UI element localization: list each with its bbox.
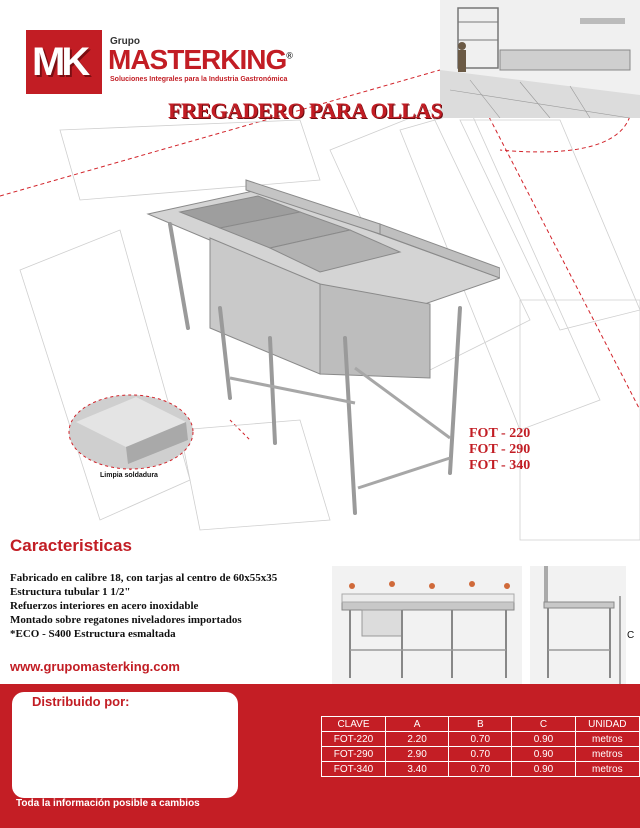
model-code: FOT - 220: [469, 426, 531, 441]
kitchen-room-photo: [440, 0, 640, 118]
column-header: B: [449, 717, 512, 732]
logo-mark: MK: [26, 30, 102, 94]
feature-item: *ECO - S400 Estructura esmaltada: [10, 628, 176, 640]
disclaimer-text: Toda la información posible a cambios: [16, 798, 200, 809]
table-cell: metros: [575, 732, 639, 747]
logo-tagline: Soluciones Integrales para la Industria Gastronómica: [110, 76, 288, 83]
side-view-drawing: [530, 566, 626, 690]
features-heading: Caracteristicas: [10, 536, 132, 555]
product-title: FREGADERO PARA OLLAS: [168, 98, 443, 123]
table-cell: 0.90: [512, 762, 575, 777]
feature-item: Montado sobre regatones niveladores importados: [10, 614, 242, 626]
column-header: UNIDAD: [575, 717, 639, 732]
feature-item: Fabricado en calibre 18, con tarjas al centro de 60x55x35: [10, 572, 278, 584]
pot-sink-photo: [140, 168, 500, 528]
table-cell: FOT-340: [322, 762, 386, 777]
table-cell: 0.70: [449, 732, 512, 747]
spec-table: [321, 716, 640, 777]
table-cell: metros: [575, 747, 639, 762]
dimension-label-c: C: [627, 630, 635, 641]
model-code: FOT - 340: [469, 458, 531, 473]
column-header: CLAVE: [322, 717, 386, 732]
table-row: [322, 732, 640, 747]
logo-group: Grupo: [110, 36, 140, 47]
table-row: [322, 762, 640, 777]
table-cell: 2.20: [385, 732, 448, 747]
company-logo: [26, 30, 292, 94]
front-view-drawing: [332, 566, 522, 690]
feature-item: Refuerzos interiores en acero inoxidable: [10, 600, 199, 612]
weld-detail-photo: [66, 392, 196, 472]
logo-brand: MASTERKING®: [108, 44, 292, 75]
column-header: A: [385, 717, 448, 732]
model-list: [469, 426, 530, 474]
model-code: FOT - 290: [469, 442, 531, 457]
feature-item: Estructura tubular 1 1/2": [10, 586, 131, 598]
table-cell: FOT-220: [322, 732, 386, 747]
table-cell: FOT-290: [322, 747, 386, 762]
table-cell: 0.70: [449, 747, 512, 762]
table-cell: 0.90: [512, 747, 575, 762]
website-link[interactable]: www.grupomasterking.com: [10, 659, 180, 674]
table-row: [322, 747, 640, 762]
table-cell: 2.90: [385, 747, 448, 762]
distributor-label: Distribuido por:: [32, 694, 130, 709]
weld-caption: Limpia soldadura: [100, 472, 158, 479]
table-cell: 0.90: [512, 732, 575, 747]
table-cell: metros: [575, 762, 639, 777]
column-header: C: [512, 717, 575, 732]
table-header-row: [322, 717, 640, 732]
features-list: [10, 571, 277, 641]
table-cell: 0.70: [449, 762, 512, 777]
table-cell: 3.40: [385, 762, 448, 777]
